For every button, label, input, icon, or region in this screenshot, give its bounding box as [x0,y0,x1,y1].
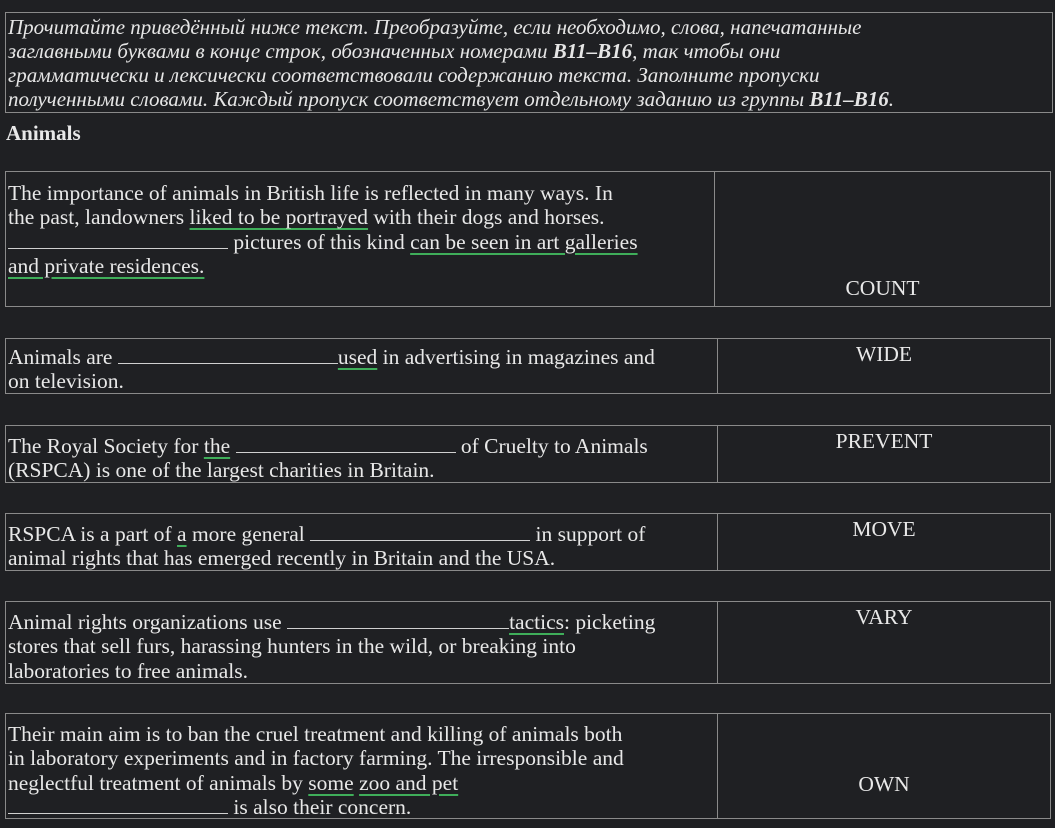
keyword: WIDE [855,342,913,366]
keyword-cell [718,714,1050,818]
instructions-line-3: грамматически и лексически соответствовали содержанию текста. Заполните пропуски [8,63,820,87]
task-range-label: B11–B16 [809,87,889,111]
answer-blank-b16[interactable] [8,796,228,814]
keyword-cell [715,172,1050,306]
instructions-line-2: заглавными буквами в конце строк, обозначенных номерами B11–B16, так чтобы они [8,39,781,63]
keyword-cell [718,602,1050,683]
task-text: Animal rights organizations use tactics: picketing stores that sell furs, harassing hunters in the wild, or breaking into laboratories to free animals. [6,602,718,683]
task-range-label: B11–B16 [552,39,633,63]
task-row-b11 [5,171,1051,307]
task-text: The Royal Society for the of Cruelty to Animals (RSPCA) is one of the largest charities in Britain. [6,426,718,482]
answer-blank-b13[interactable] [236,435,456,453]
keyword: VARY [855,605,913,629]
keyword: PREVENT [835,429,933,453]
task-text: RSPCA is a part of a more general in support of animal rights that has emerged recently in Britain and the USA. [6,514,718,570]
instructions-block [5,12,1053,113]
answer-blank-b11[interactable] [8,231,228,249]
task-row-b13 [5,425,1051,483]
task-text: The importance of animals in British life is reflected in many ways. In the past, landowners liked to be portrayed with their dogs and horses. pictures of this kind can be seen in art galleries and private residences. [6,172,715,306]
answer-blank-b15[interactable] [287,611,509,629]
page-title: Animals [6,121,81,145]
keyword: MOVE [852,517,916,541]
keyword: COUNT [845,276,920,300]
task-row-b15 [5,601,1051,684]
answer-blank-b14[interactable] [310,523,530,541]
keyword-cell [718,514,1050,570]
instructions-line-1: Прочитайте приведённый ниже текст. Преобразуйте, если необходимо, слова, напечатанные [8,15,862,39]
task-row-b16 [5,713,1051,819]
task-row-b12 [5,338,1051,394]
keyword: OWN [858,772,910,796]
keyword-cell [718,426,1050,482]
task-text: Animals are used in advertising in magazines and on television. [6,339,718,393]
answer-blank-b12[interactable] [118,346,338,364]
keyword-cell [718,339,1050,393]
task-text: Their main aim is to ban the cruel treatment and killing of animals both in laboratory experiments and in factory farming. The irresponsible and neglectful treatment of animals by some zoo and pet is also their concern. [6,714,718,818]
instructions-line-4: полученными словами. Каждый пропуск соответствует отдельному заданию из группы B11–B16. [8,87,894,111]
task-row-b14 [5,513,1051,571]
